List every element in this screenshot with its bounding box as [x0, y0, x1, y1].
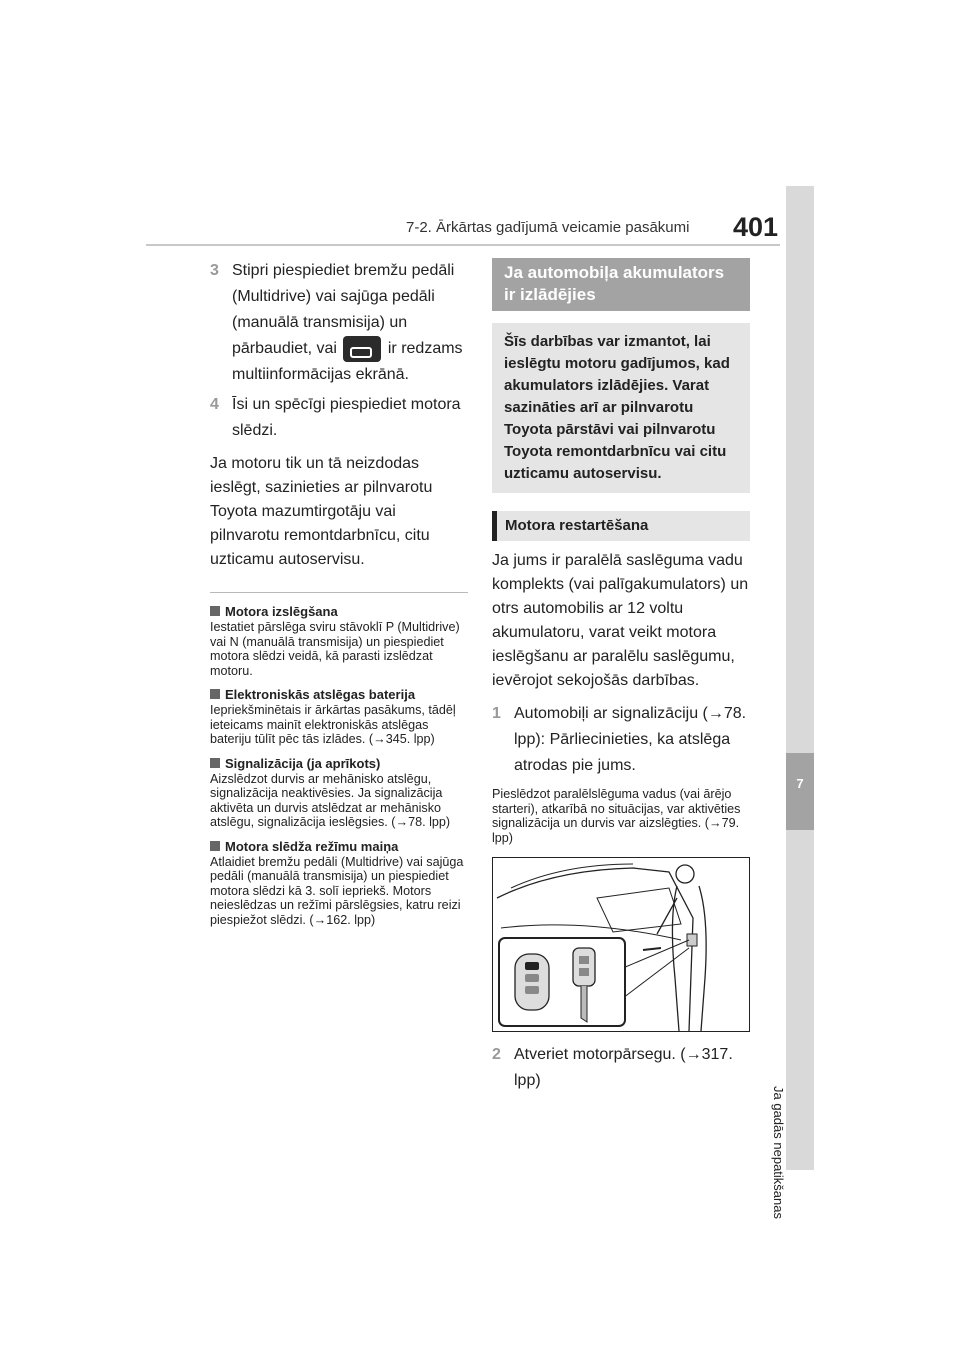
step-number: 3 — [210, 262, 219, 279]
note-heading: Motora slēdža režīmu maiņa — [210, 838, 468, 855]
step-text: Atveriet motorpārsegu. (→317. lpp) — [514, 1046, 733, 1089]
note-body: Iepriekšminētais ir ārkārtas pasākums, tādēļ ieteicams mainīt elektroniskās atslēgas bateriju tūlīt pēc tās izlādes. (→345. lpp) — [210, 703, 456, 747]
note-body: Pieslēdzot paralēlslēguma vadus (vai ārējo starteri), atkarībā no situācijas, var aktivēties signalizācija un durvis var aizslēgties. (→79. lpp) — [492, 787, 741, 845]
header-rule — [146, 244, 780, 246]
step-2 — [492, 1042, 750, 1094]
step-3 — [210, 258, 468, 388]
paragraph: Ja jums ir paralēlā saslēguma vadu komplekts (vai palīgakumulators) un otrs automobilis ar 12 voltu akumulatoru, varat veikt motora ieslēgšanu ar paralēlu saslēgumu, ievērojot sekojošās darbības. — [492, 552, 749, 689]
sub-heading: Motora restartēšana — [492, 511, 750, 541]
step-text-continued: ir redzams multiinformācijas ekrānā. — [232, 340, 463, 384]
paragraph: Ja motoru tik un tā neizdodas ieslēgt, sazinieties ar pilnvarotu Toyota mazumtirgotāju vai pilnvarotu remontdarbnīcu, citu uzticamu autoservisu. — [210, 455, 433, 569]
step-number: 2 — [492, 1046, 501, 1063]
note-body: Atlaidiet bremžu pedāli (Multidrive) vai sajūga pedāli (manuālā transmisija) un piespiediet motora slēdzi kā 3. solī iepriekš. Motors neieslēdzas un režīmi pārslēgsies, katru reizi piespiežot slēdzi. (→162. lpp) — [210, 854, 464, 927]
note-heading: Signalizācija (ja aprīkots) — [210, 755, 468, 772]
step-number: 1 — [492, 705, 501, 722]
section-title: 7-2. Ārkārtas gadījumā veicamie pasākumi — [406, 219, 690, 236]
chapter-side-tab — [771, 186, 814, 1219]
info-box: Šīs darbības var izmantot, lai ieslēgtu motoru gadījumos, kad akumulators izlādējies. Varat sazināties arī ar pilnvarotu Toyota pārstāvi vai pilnvarotu Toyota remontdarbnīcu vai citu uzticamu autoservisu. — [492, 323, 750, 493]
chapter-number-box — [786, 753, 814, 830]
square-bullet-icon — [210, 758, 220, 768]
step-1 — [492, 701, 750, 779]
square-bullet-icon — [210, 841, 220, 851]
step-text: Automobiļi ar signalizāciju (→78. lpp): Pārliecinieties, ka atslēga atrodas pie jums. — [514, 705, 747, 774]
illustration-person-with-key — [492, 857, 750, 1032]
left-column — [210, 258, 468, 927]
divider — [210, 592, 468, 593]
chapter-label: Ja gadās nepatikšanas — [771, 1086, 786, 1219]
car-display-icon — [343, 336, 381, 362]
step-text: Stipri piespiediet bremžu pedāli (Multidrive) vai sajūga pedāli (manuālā transmisija) un pārbaudiet, vai — [232, 262, 455, 358]
section-heading: Ja automobiļa akumulators ir izlādējies — [492, 258, 750, 311]
square-bullet-icon — [210, 689, 220, 699]
right-column — [492, 258, 750, 1098]
note-body: Iestatiet pārslēga sviru stāvoklī P (Multidrive) vai N (manuālā transmisija) un piespiediet motora slēdzi veidā, kā parasti izslēdzat motoru. — [210, 620, 460, 678]
step-text: Īsi un spēcīgi piespiediet motora slēdzi. — [232, 396, 461, 440]
illustration-drawing — [493, 858, 749, 1031]
note-body: Aizslēdzot durvis ar mehānisko atslēgu, signalizācija neaktivēsies. Ja signalizācija aktivēta un durvis atslēdzat ar mehānisko atslēgu, signalizācija ieslēgsies. (→78. lpp) — [210, 771, 451, 830]
chapter-number: 7 — [796, 776, 804, 791]
note-heading: Elektroniskās atslēgas baterija — [210, 686, 468, 703]
page-number: 401 — [733, 212, 779, 242]
note-heading: Motora izslēgšana — [210, 603, 468, 620]
step-number: 4 — [210, 396, 219, 414]
square-bullet-icon — [210, 606, 220, 616]
step-4 — [210, 392, 468, 444]
